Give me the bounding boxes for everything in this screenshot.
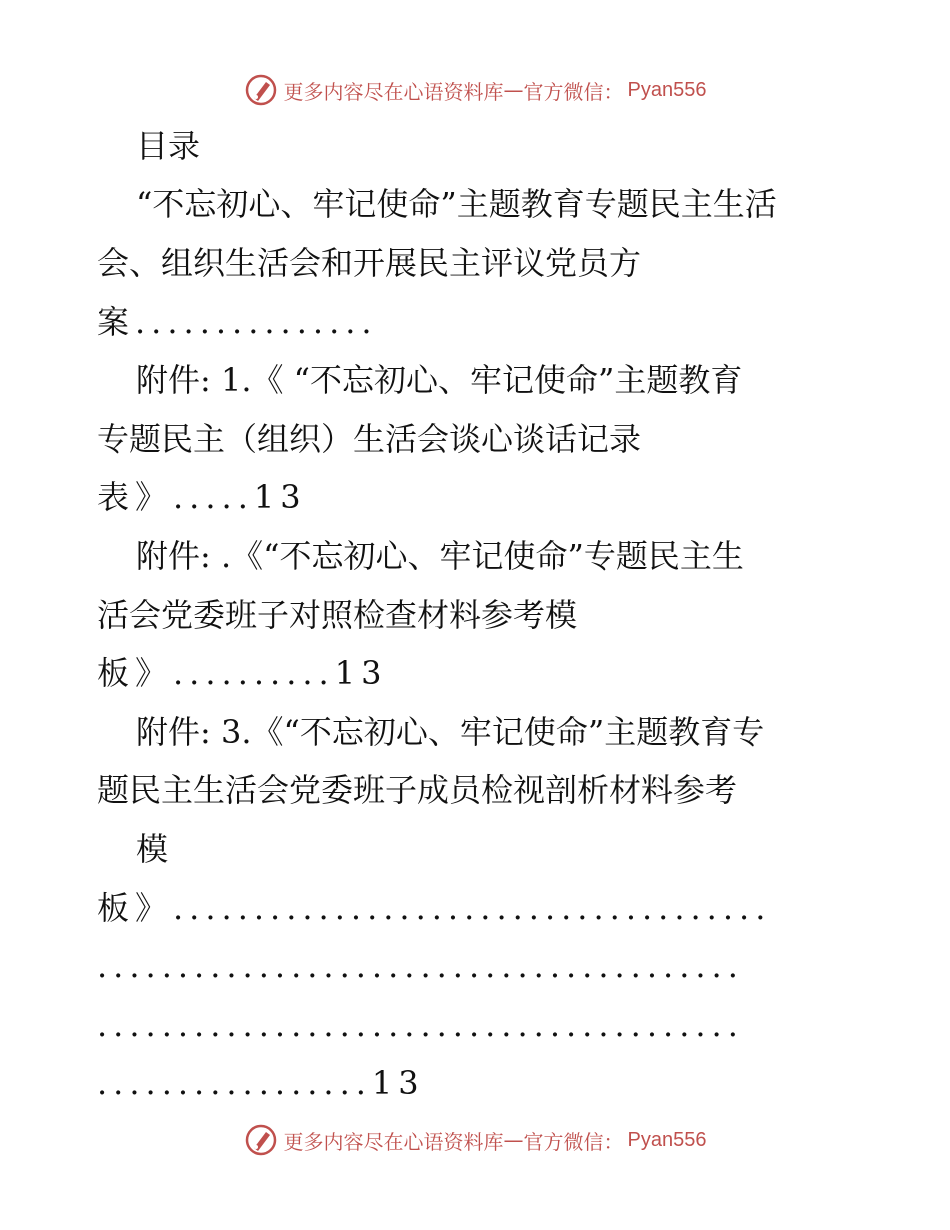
toc-line: .................13 [97, 1064, 425, 1102]
toc-line: 附件: 1.《 “不忘初心、牢记使命”主题教育 [136, 361, 743, 399]
footer-brand-text: 更多内容尽在心语资料库 [283, 1129, 504, 1154]
toc-line: 板》..........13 [97, 654, 388, 692]
toc-line: 板》..................................... [97, 889, 772, 927]
header-wechat-label: 官方微信： [523, 79, 624, 104]
toc-line: 专题民主（组织）生活会谈心谈话记录 [97, 420, 642, 458]
pen-logo-icon [244, 1123, 278, 1157]
toc-line: 活会党委班子对照检查材料参考模 [97, 596, 578, 634]
header-wechat-id: Pyan556 [627, 78, 707, 101]
toc-line: 会、组织生活会和开展民主评议党员方 [97, 244, 642, 282]
toc-title: 目录 [136, 127, 201, 165]
toc-line: ........................................ [97, 947, 744, 985]
header-brand-text: 更多内容尽在心语资料库 [283, 79, 504, 104]
footer-separator: — [503, 1128, 524, 1152]
toc-line: ........................................ [97, 1006, 744, 1044]
toc-line: “不忘初心、牢记使命”主题教育专题民主生活 [136, 185, 777, 223]
footer-wechat-label: 官方微信： [523, 1129, 624, 1154]
pen-logo-icon [244, 73, 278, 107]
toc-line: 附件: .《“不忘初心、牢记使命”专题民主生 [136, 537, 744, 575]
toc-line: 案............... [97, 303, 378, 341]
toc-line: 表》.....13 [97, 478, 307, 516]
toc-line: 题民主生活会党委班子成员检视剖析材料参考 [97, 771, 738, 809]
toc-line: 模 [136, 830, 169, 868]
header-watermark [0, 70, 950, 110]
footer-wechat-id: Pyan556 [627, 1128, 707, 1151]
toc-line: 附件: 3.《“不忘初心、牢记使命”主题教育专 [136, 713, 765, 751]
footer-watermark [0, 1120, 950, 1160]
header-separator: — [503, 78, 524, 102]
